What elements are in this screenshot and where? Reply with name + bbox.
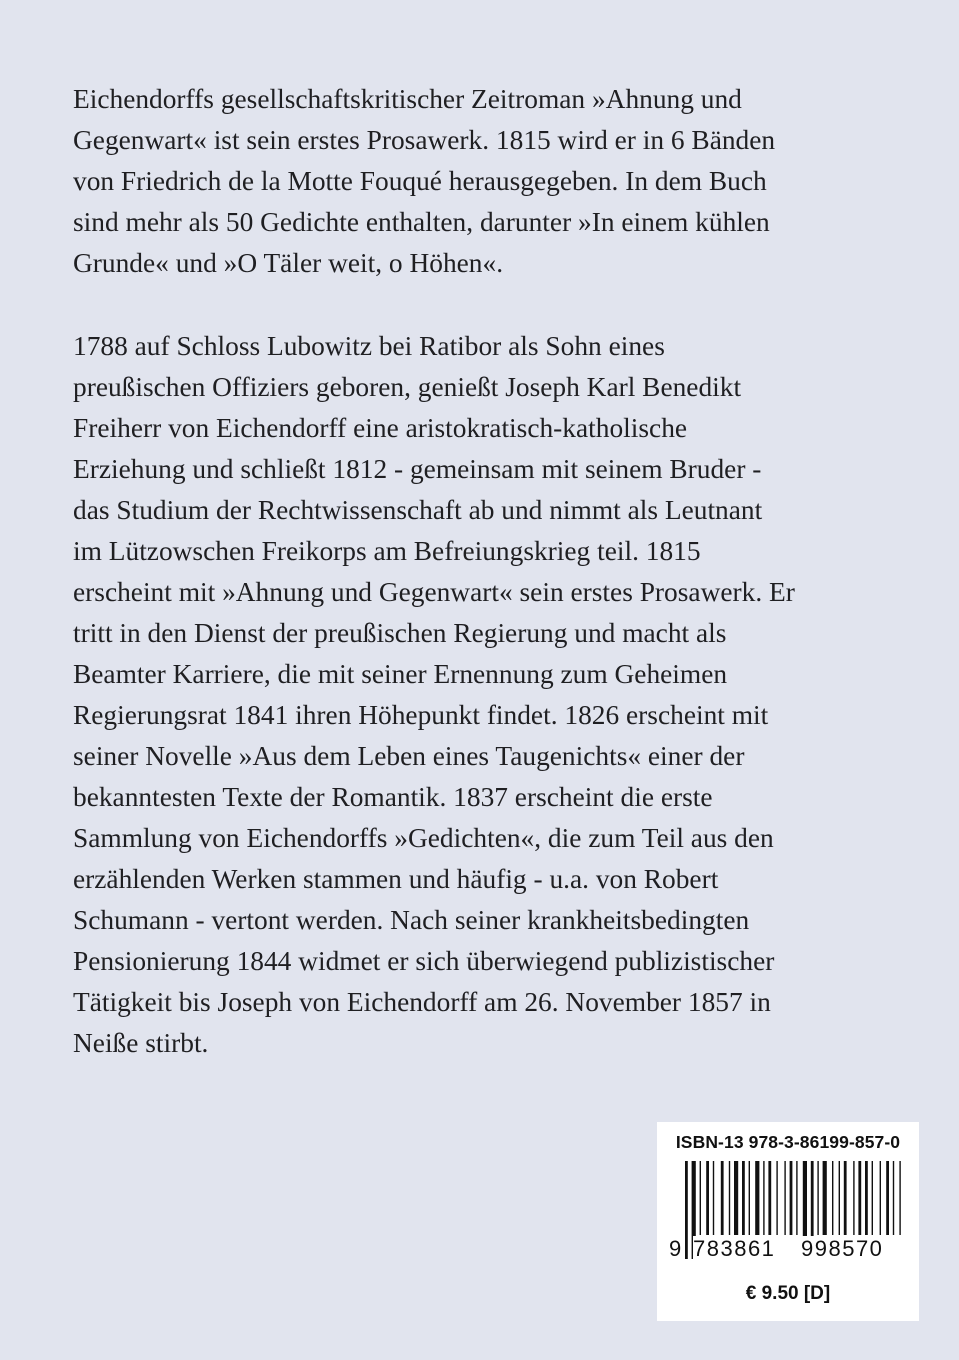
barcode-bar: [817, 1161, 818, 1235]
isbn-barcode-label: [657, 1122, 919, 1321]
barcode-digits-right: 998570: [801, 1236, 901, 1262]
barcode-bar: [700, 1161, 701, 1235]
barcode-bar: [865, 1161, 868, 1235]
text-line: Freiherr von Eichendorff eine aristokratisch-katholische: [73, 413, 688, 443]
barcode-bar: [899, 1161, 900, 1235]
barcode-bar: [796, 1161, 797, 1235]
text-line: 1788 auf Schloss Lubowitz bei Ratibor als Sohn eines: [73, 331, 665, 361]
barcode-bar: [858, 1161, 861, 1235]
barcode-digits-left: 783861: [693, 1236, 791, 1262]
barcode-bar: [886, 1161, 889, 1235]
barcode-bar: [713, 1161, 714, 1235]
text-line: Schumann - vertont werden. Nach seiner krankheitsbedingten: [73, 905, 750, 935]
barcode-bar: [763, 1161, 764, 1235]
barcode-bar: [706, 1161, 709, 1235]
barcode-bar: [880, 1161, 881, 1235]
barcode-bar: [742, 1161, 745, 1235]
text-line: im Lützowschen Freikorps am Befreiungskrieg teil. 1815: [73, 536, 701, 566]
text-line: Tätigkeit bis Joseph von Eichendorff am 26. November 1857 in: [73, 987, 771, 1017]
barcode-bar: [729, 1161, 730, 1235]
text-line: sind mehr als 50 Gedichte enthalten, darunter »In einem kühlen: [73, 207, 770, 237]
intro-paragraph: [73, 79, 873, 284]
barcode-bar: [832, 1161, 833, 1235]
text-line: erscheint mit »Ahnung und Gegenwart« sein erstes Prosawerk. Er: [73, 577, 795, 607]
text-line: das Studium der Rechtwissenschaft ab und nimmt als Leutnant: [73, 495, 763, 525]
text-line: seiner Novelle »Aus dem Leben eines Taugenichts« einer der: [73, 741, 745, 771]
barcode-bar: [734, 1161, 738, 1235]
barcode-bar: [823, 1161, 827, 1235]
barcode-bar: [755, 1161, 759, 1235]
text-line: bekanntesten Texte der Romantik. 1837 erscheint die erste: [73, 782, 713, 812]
text-line: Gegenwart« ist sein erstes Prosawerk. 1815 wird er in 6 Bänden: [73, 125, 776, 155]
barcode-bar: [844, 1161, 847, 1235]
text-line: tritt in den Dienst der preußischen Regierung und macht als: [73, 618, 727, 648]
barcode-bar: [784, 1161, 785, 1235]
barcode-bar: [776, 1161, 777, 1235]
text-line: Regierungsrat 1841 ihren Höhepunkt findet. 1826 erscheint mit: [73, 700, 769, 730]
text-line: Grunde« und »O Täler weit, o Höhen«.: [73, 248, 504, 278]
text-line: von Friedrich de la Motte Fouqué herausgegeben. In dem Buch: [73, 166, 767, 196]
price-label: € 9.50 [D]: [745, 1283, 831, 1304]
barcode-bar: [749, 1161, 750, 1235]
text-line: Sammlung von Eichendorffs »Gedichten«, die zum Teil aus den: [73, 823, 774, 853]
text-line: Erziehung und schließt 1812 - gemeinsam mit seinem Bruder -: [73, 454, 762, 484]
text-line: Eichendorffs gesellschaftskritischer Zeitroman »Ahnung und: [73, 84, 742, 114]
text-line: Pensionierung 1844 widmet er sich überwiegend publizistischer: [73, 946, 775, 976]
barcode-bar: [872, 1161, 873, 1235]
text-line: preußischen Offiziers geboren, genießt Joseph Karl Benedikt: [73, 372, 742, 402]
text-line: Beamter Karriere, die mit seiner Ernennung zum Geheimen: [73, 659, 728, 689]
barcode-bar: [685, 1161, 688, 1259]
text-line: erzählenden Werken stammen und häufig - u.a. von Robert: [73, 864, 719, 894]
barcode-bar: [790, 1161, 793, 1235]
barcode-bar: [853, 1161, 854, 1235]
text-line: Neiße stirbt.: [73, 1028, 209, 1058]
barcode-bar: [721, 1161, 724, 1235]
barcode-bar: [768, 1161, 771, 1235]
barcode-bar: [839, 1161, 840, 1235]
barcode-bar: [893, 1161, 894, 1235]
isbn-number: ISBN-13 978-3-86199-857-0: [675, 1132, 901, 1152]
barcode-digit-lead: 9: [669, 1236, 682, 1261]
biography-paragraph: [73, 326, 873, 1064]
